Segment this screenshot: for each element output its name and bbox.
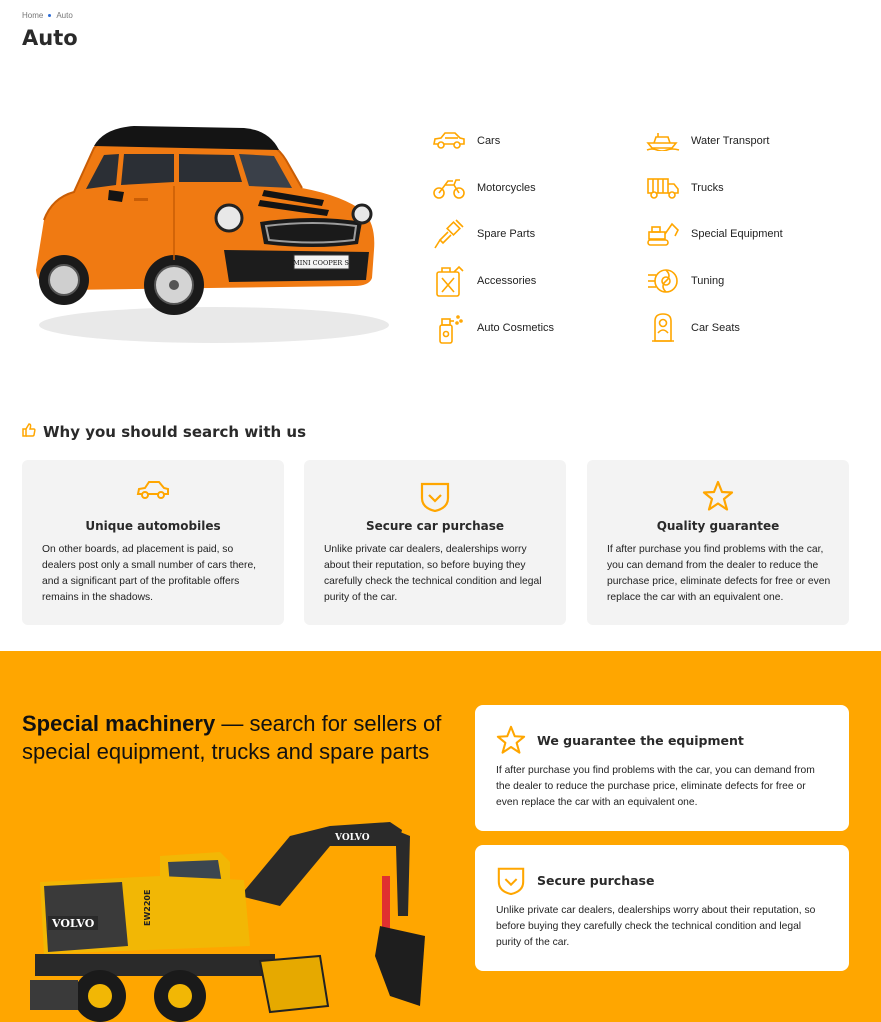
secure-purchase-card (475, 845, 849, 971)
car-seat-icon (646, 311, 680, 345)
category-label: Water Transport (691, 135, 770, 147)
excavator-arm-brand: VOLVO (335, 833, 370, 843)
category-auto-cosmetics[interactable] (432, 311, 554, 345)
category-label: Auto Cosmetics (477, 322, 555, 334)
feature-card-secure-purchase (304, 460, 566, 625)
category-car-seats[interactable] (646, 311, 740, 345)
thumbs-up-icon (22, 423, 36, 441)
excavator-icon (646, 217, 680, 251)
car-icon (22, 480, 284, 502)
hero-car-plate: MINI COOPER S (293, 259, 349, 267)
category-spare-parts[interactable] (432, 217, 535, 251)
page-title: Auto (22, 26, 78, 50)
feature-text: If after purchase you find problems with the car, you can demand from the dealer to reduce the purchase price, eliminate defects for free or even replace the car with an equivalent one. (607, 544, 831, 603)
category-label: Trucks (691, 182, 724, 194)
shield-check-icon (496, 865, 526, 900)
category-tuning[interactable] (646, 264, 724, 298)
star-icon (587, 480, 849, 512)
category-label: Spare Parts (477, 228, 536, 240)
truck-icon (646, 171, 680, 205)
turbo-icon (646, 264, 680, 298)
card-text: Unlike private car dealers, dealerships worry about their reputation, so before buying they carefully check the technical condition and legal purity of the car. (496, 905, 816, 948)
category-water-transport[interactable] (646, 124, 769, 158)
special-machinery-section (0, 651, 881, 1022)
breadcrumb-home-link[interactable]: Home (22, 11, 44, 20)
category-label: Tuning (691, 275, 725, 287)
category-special-equipment[interactable] (646, 217, 783, 251)
feature-title: Secure car purchase (365, 519, 505, 533)
breadcrumb-separator (48, 14, 51, 17)
category-label: Accessories (477, 275, 537, 287)
spray-bottle-icon (432, 311, 466, 345)
guarantee-equipment-card (475, 705, 849, 831)
card-text: If after purchase you find problems with the car, you can demand from the dealer to reduce the purchase price, eliminate defects for free or even replace the car with an equivalent one. (496, 765, 815, 808)
feature-text: Unlike private car dealers, dealerships worry about their reputation, so before buying they carefully check the technical condition and legal purity of the car. (324, 544, 542, 603)
spark-plug-icon (432, 217, 466, 251)
category-trucks[interactable] (646, 171, 724, 205)
special-title-bold: Special machinery (22, 711, 216, 736)
feature-text: On other boards, ad placement is paid, so dealers post only a small number of cars there, and a significant part of the profitable offers remains in the shadows. (42, 544, 257, 603)
feature-card-unique-automobiles (22, 460, 284, 625)
star-icon (496, 725, 526, 760)
car-icon (432, 124, 466, 158)
category-label: Special Equipment (691, 228, 783, 240)
why-title-text: Why you should search with us (43, 423, 306, 441)
category-label: Motorcycles (477, 182, 536, 194)
why-section-title (22, 423, 306, 441)
boat-icon (646, 124, 680, 158)
feature-title: Unique automobiles (85, 519, 221, 533)
category-label: Car Seats (691, 322, 740, 334)
breadcrumb-current: Auto (56, 11, 73, 20)
category-accessories[interactable] (432, 264, 536, 298)
motorcycle-icon (432, 171, 466, 205)
card-title: Secure purchase (537, 873, 655, 888)
category-motorcycles[interactable] (432, 171, 536, 205)
canister-icon (432, 264, 466, 298)
card-title: We guarantee the equipment (537, 733, 744, 748)
excavator-model: EW220E (143, 889, 152, 926)
hero-car-image (24, 110, 394, 355)
feature-title: Quality guarantee (656, 519, 780, 533)
category-label: Cars (477, 135, 501, 147)
excavator-body-brand: VOLVO (52, 917, 95, 930)
shield-check-icon (304, 480, 566, 512)
special-machinery-title (22, 710, 442, 766)
special-title-rest: — search for sellers of special equipment, trucks and spare parts (22, 711, 442, 764)
feature-card-quality-guarantee (587, 460, 849, 625)
excavator-image (30, 816, 430, 1022)
category-cars[interactable] (432, 124, 500, 158)
breadcrumb (22, 11, 73, 20)
